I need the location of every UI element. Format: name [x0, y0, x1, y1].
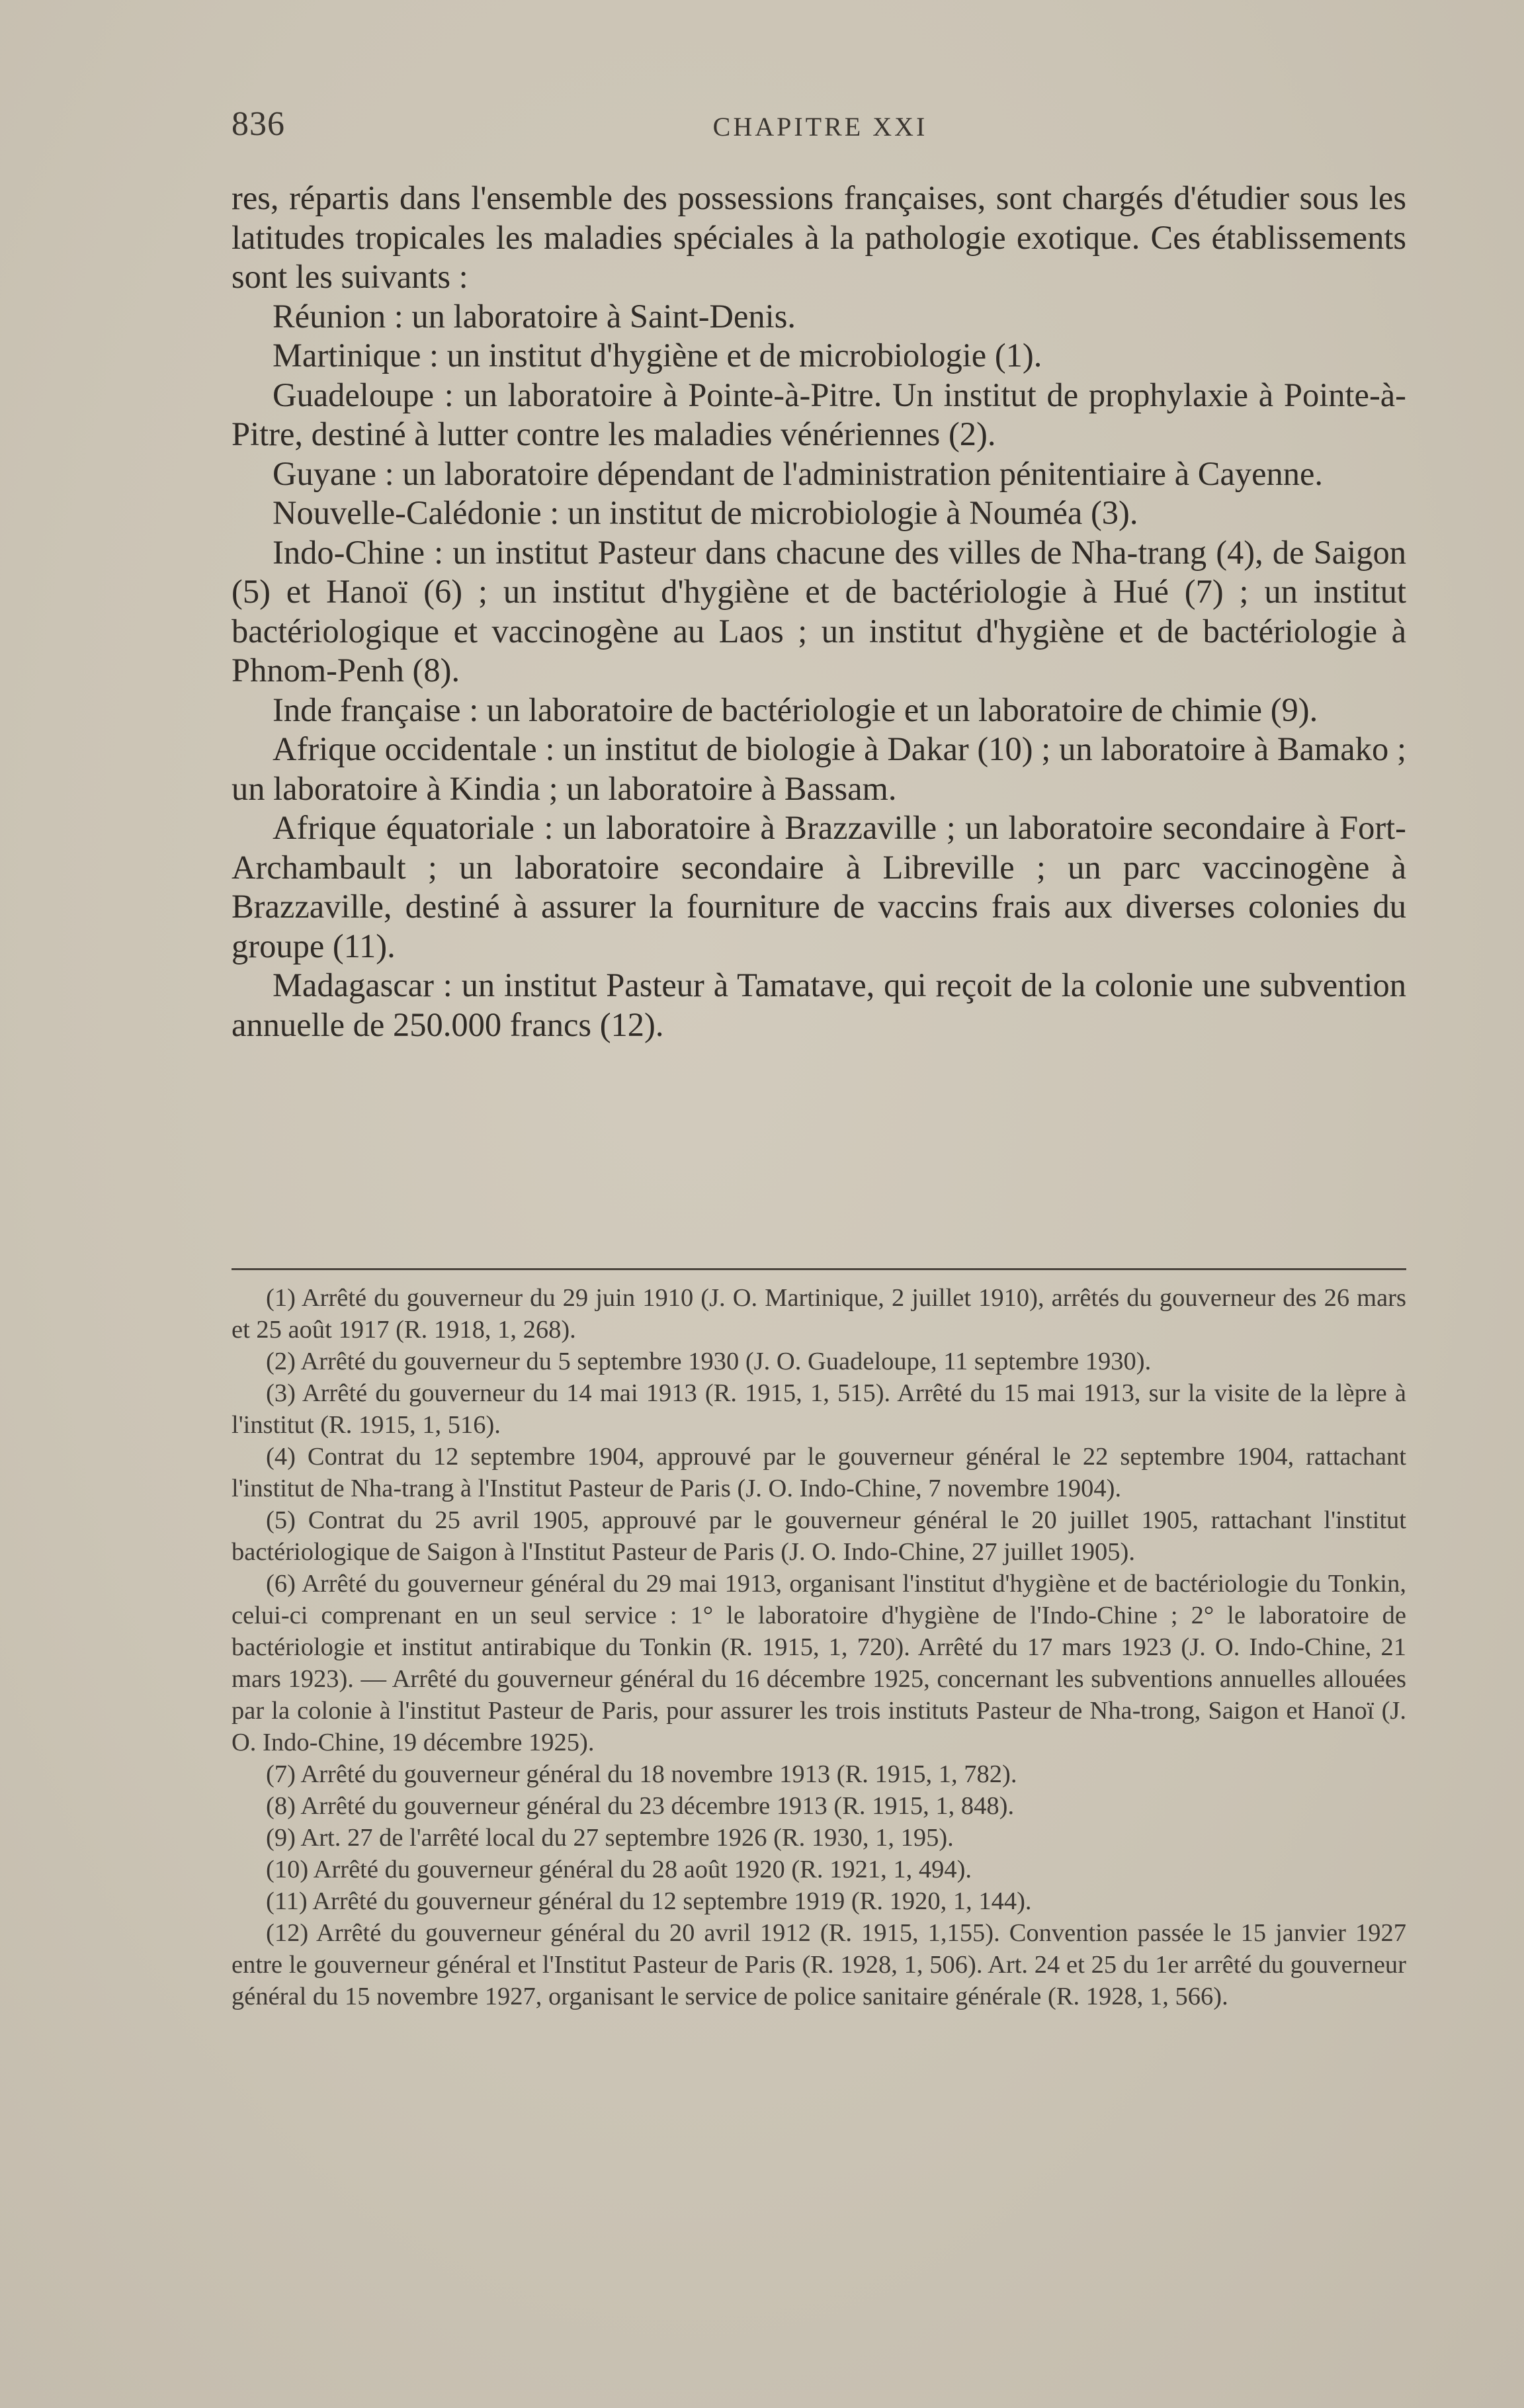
footnote-7: (7) Arrêté du gouverneur général du 18 novembre 1913 (R. 1915, 1, 782). [266, 1760, 1017, 1788]
running-head: CHAPITRE XXI [712, 112, 928, 142]
paragraph-afrique-occidentale: Afrique occidentale : un institut de biologie à Dakar (10) ; un laboratoire à Bamako ; un laboratoire à Kindia ; un laboratoire à Bassam. [232, 730, 1406, 807]
footnote-4: (4) Contrat du 12 septembre 1904, approuvé par le gouverneur général le 22 septembre 1904, rattachant l'institut de Nha-trang à l'Institut Pasteur de Paris (J. O. Indo-Chine, 7 novembre 1904). [232, 1443, 1406, 1502]
footnote-11: (11) Arrêté du gouverneur général du 12 septembre 1919 (R. 1920, 1, 144). [266, 1887, 1032, 1915]
footnotes [232, 1282, 1406, 2012]
paragraph-intro: res, répartis dans l'ensemble des possessions françaises, sont chargés d'étudier sous les latitudes tropicales les maladies spéciales à la pathologie exotique. Ces établissements sont les suivants : [232, 179, 1406, 295]
paragraph-reunion: Réunion : un laboratoire à Saint-Denis. [273, 297, 796, 335]
footnote-2: (2) Arrêté du gouverneur du 5 septembre 1930 (J. O. Guadeloupe, 11 septembre 1930). [266, 1348, 1152, 1375]
paragraph-afrique-equatoriale: Afrique équatoriale : un laboratoire à Brazzaville ; un laboratoire secondaire à Fort-Archambault ; un laboratoire secondaire à Libreville ; un parc vaccinogène à Brazzaville, destiné à assurer la fourniture de vaccins frais aux diverses colonies du groupe (11). [232, 809, 1406, 965]
footnote-3: (3) Arrêté du gouverneur du 14 mai 1913 (R. 1915, 1, 515). Arrêté du 15 mai 1913, sur la visite de la lèpre à l'institut (R. 1915, 1, 516). [232, 1379, 1406, 1439]
paragraph-nouvelle-caledonie: Nouvelle-Calédonie : un institut de microbiologie à Nouméa (3). [273, 494, 1138, 531]
footnote-9: (9) Art. 27 de l'arrêté local du 27 septembre 1926 (R. 1930, 1, 195). [266, 1824, 954, 1852]
page-number: 836 [232, 105, 285, 143]
footnote-5: (5) Contrat du 25 avril 1905, approuvé par le gouverneur général le 20 juillet 1905, rattachant l'institut bactériologique de Saigon à l'Institut Pasteur de Paris (J. O. Indo-Chine, 27 juillet 1905). [232, 1506, 1406, 1566]
footnote-6: (6) Arrêté du gouverneur général du 29 mai 1913, organisant l'institut d'hygiène et de bactériologie du Tonkin, celui-ci comprenant en un seul service : 1° le laboratoire d'hygiène de l'Indo-Chine ; 2° le laboratoire de bactériologie et institut antirabique du Tonkin (R. 1915, 1, 720). Arrêté du 17 mars 1923 (J. O. Indo-Chine, 21 mars 1923). — Arrêté du gouverneur général du 16 décembre 1925, concernant les subventions annuelles allouées par la colonie à l'institut Pasteur de Paris, pour assurer les trois instituts Pasteur de Nha-trong, Saigon et Hanoï (J. O. Indo-Chine, 19 décembre 1925). [232, 1570, 1406, 1756]
paragraph-guyane: Guyane : un laboratoire dépendant de l'administration pénitentiaire à Cayenne. [273, 454, 1324, 492]
footnote-divider [232, 1268, 1406, 1270]
footnote-1: (1) Arrêté du gouverneur du 29 juin 1910 (J. O. Martinique, 2 juillet 1910), arrêtés du gouverneur des 26 mars et 25 août 1917 (R. 1918, 1, 268). [232, 1284, 1406, 1344]
paragraph-martinique: Martinique : un institut d'hygiène et de microbiologie (1). [273, 337, 1042, 374]
footnote-10: (10) Arrêté du gouverneur général du 28 août 1920 (R. 1921, 1, 494). [266, 1856, 972, 1883]
footnote-12: (12) Arrêté du gouverneur général du 20 avril 1912 (R. 1915, 1,155). Convention passée le 15 janvier 1927 entre le gouverneur général et l'Institut Pasteur de Paris (R. 1928, 1, 506). Art. 24 et 25 du 1er arrêté du gouverneur général du 15 novembre 1927, organisant le service de police sanitaire générale (R. 1928, 1, 566). [232, 1919, 1406, 2010]
page-header [232, 105, 1409, 144]
paragraph-inde-francaise: Inde française : un laboratoire de bactériologie et un laboratoire de chimie (9). [273, 691, 1318, 728]
paragraph-madagascar: Madagascar : un institut Pasteur à Tamatave, qui reçoit de la colonie une subvention annuelle de 250.000 francs (12). [232, 967, 1406, 1043]
paragraph-indo-chine: Indo-Chine : un institut Pasteur dans chacune des villes de Nha-trang (4), de Saigon (5) et Hanoï (6) ; un institut d'hygiène et de bactériologie à Hué (7) ; un institut bactériologique et vaccinogène au Laos ; un institut d'hygiène et de bactériologie à Phnom-Penh (8). [232, 533, 1406, 689]
footnote-8: (8) Arrêté du gouverneur général du 23 décembre 1913 (R. 1915, 1, 848). [266, 1792, 1015, 1820]
body-text [232, 179, 1406, 1045]
paragraph-guadeloupe: Guadeloupe : un laboratoire à Pointe-à-Pitre. Un institut de prophylaxie à Pointe-à-Pitre, destiné à lutter contre les maladies vénériennes (2). [232, 376, 1406, 452]
